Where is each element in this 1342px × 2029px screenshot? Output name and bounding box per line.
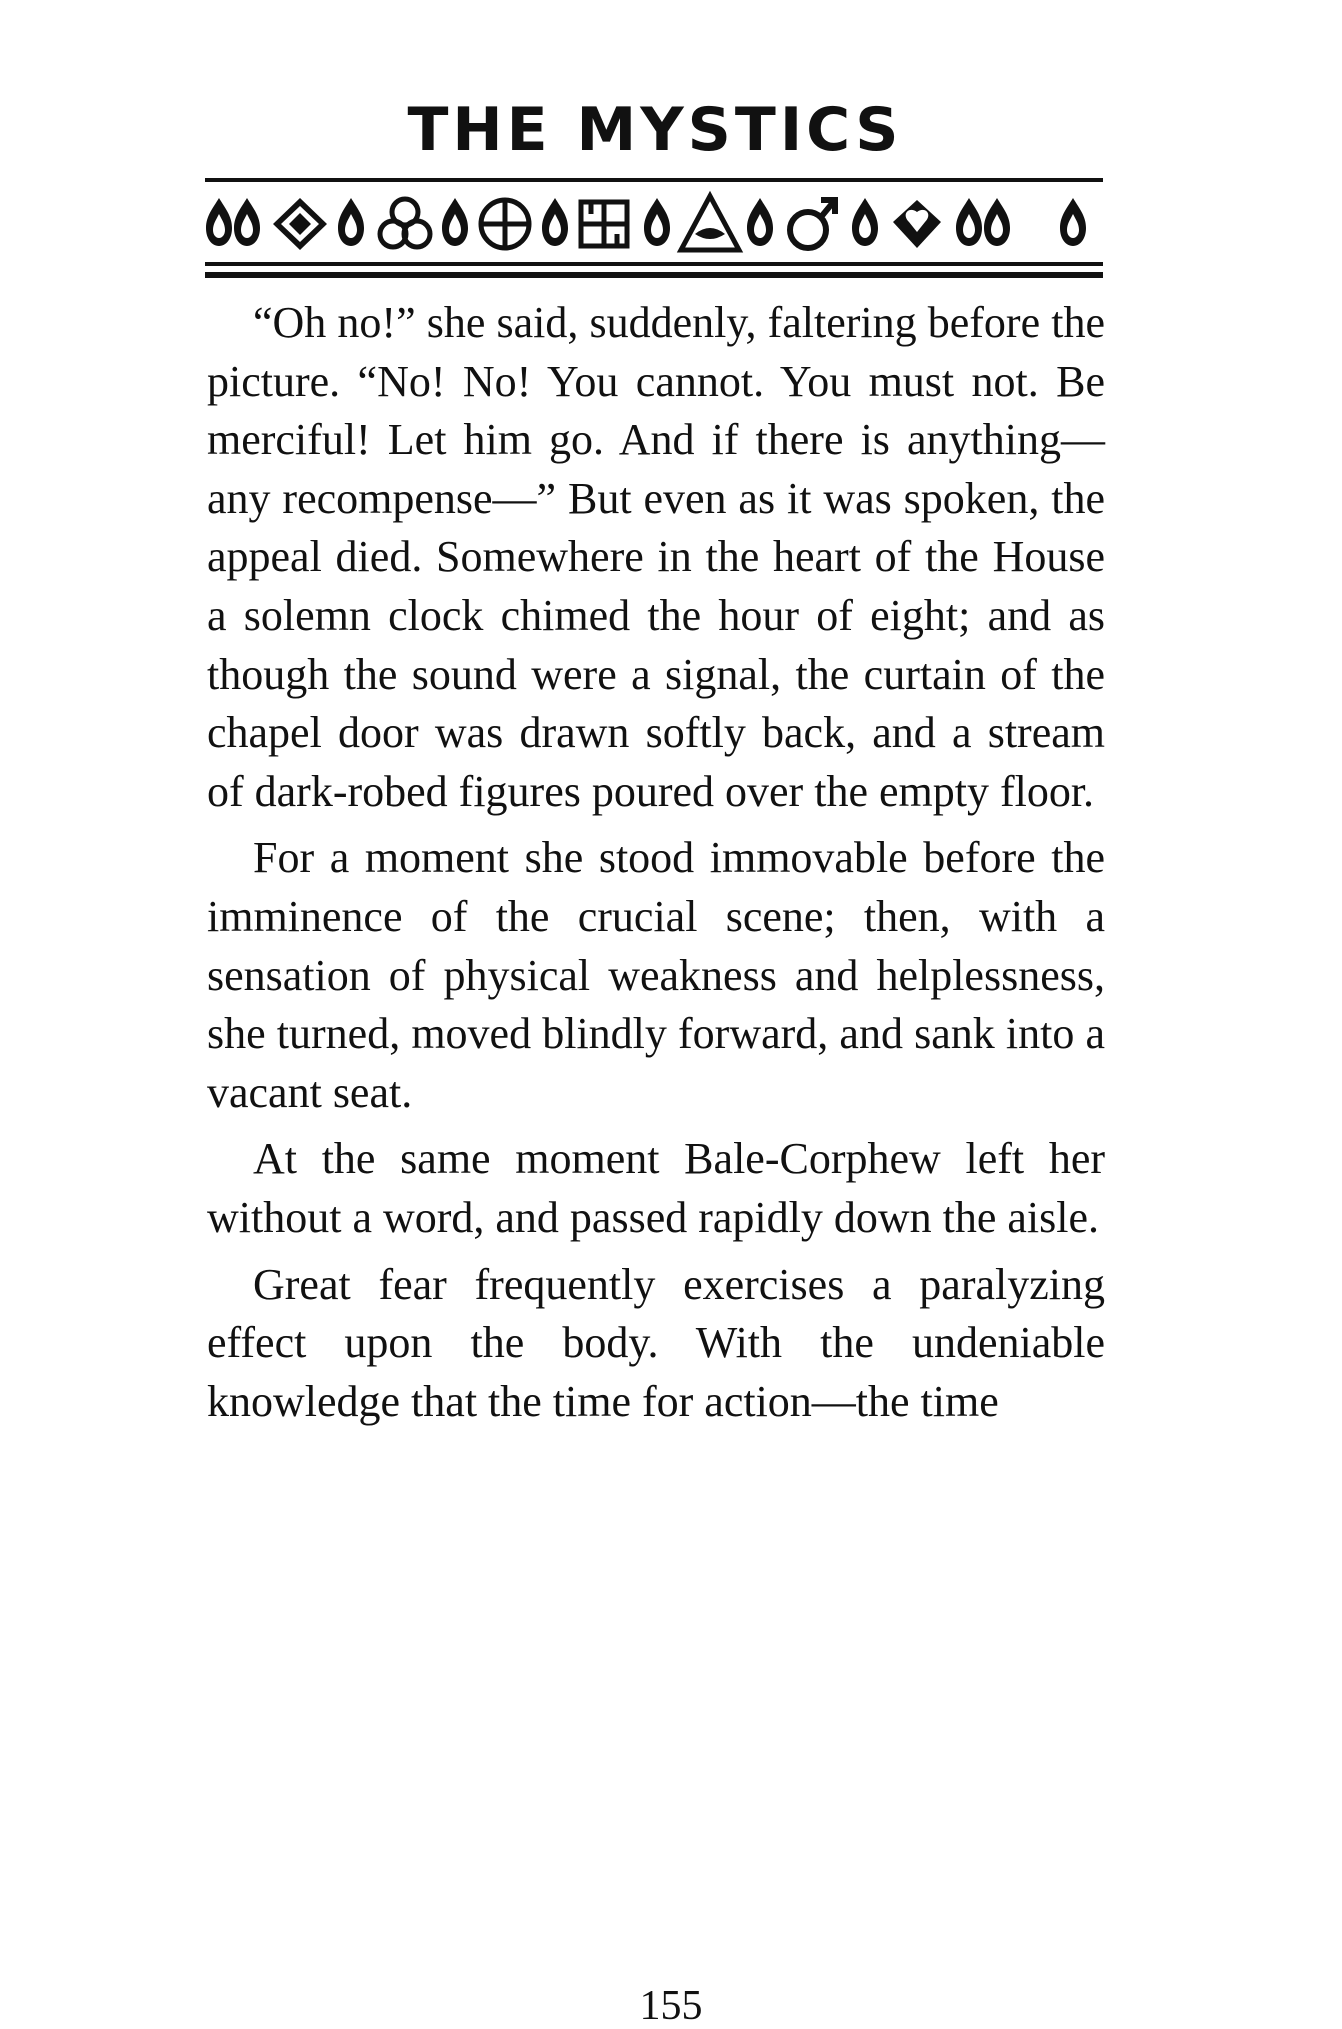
flame-icon (338, 198, 364, 246)
header-rule-top (205, 178, 1103, 182)
flame-icon (747, 198, 773, 246)
page-number: 155 (639, 1983, 703, 2029)
ornament-band (205, 188, 1103, 258)
mars-icon (790, 200, 835, 248)
flame-icon (542, 198, 568, 246)
flame-icon (852, 198, 878, 246)
header-rule-bottom (205, 272, 1103, 278)
flame-icon (1060, 198, 1086, 246)
flame-icon (442, 198, 468, 246)
eye-triangle-icon (681, 196, 739, 250)
paragraph: “Oh no!” she said, suddenly, faltering before the picture. “No! No! You cannot. You must not. Be merciful! Let him go. And if there is anything—any recompense—” But even as it was spoken, the appeal died. Somewhere in the heart of the House a solemn clock chimed the hour of eight; and as though the sound were a signal, the curtain of the chapel door was drawn softly back, and a stream of dark-robed figures poured over the empty floor. (207, 298, 1105, 816)
heart-diamond-icon (893, 200, 941, 248)
swastika-icon (581, 202, 627, 246)
paragraph: Great fear frequently exercises a paralyzing effect upon the body. With the undeniable knowledge that the time for action—the time (207, 1259, 1105, 1426)
paragraph: At the same moment Bale-Corphew left her without a word, and passed rapidly down the aisle. (207, 1134, 1105, 1242)
paragraph: For a moment she stood immovable before the imminence of the crucial scene; then, with a sensation of physical weakness and helplessness, she turned, moved blindly forward, and sank into a vacant seat. (207, 833, 1105, 1117)
triple-ring-icon (380, 199, 430, 247)
flame-icon (644, 198, 670, 246)
body-text (207, 294, 1105, 1431)
flame-icon (984, 198, 1010, 246)
header-rule-lower (205, 262, 1103, 266)
cross-circle-icon (481, 200, 529, 248)
running-title: THE MYSTICS (407, 95, 903, 165)
flame-icon (956, 198, 982, 246)
diamond-icon (273, 198, 327, 250)
flame-icon (206, 198, 232, 246)
flame-icon (234, 198, 260, 246)
